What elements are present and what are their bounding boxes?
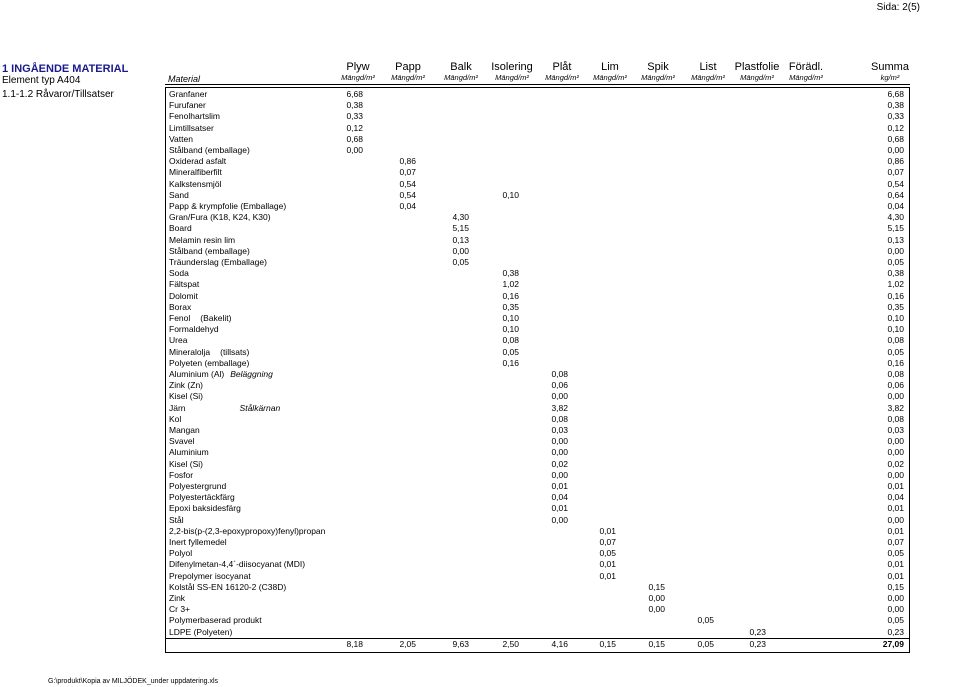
table-row	[166, 291, 909, 302]
material-note: (Bakelit)	[200, 313, 232, 323]
cell-value: 0,54	[399, 178, 416, 189]
material-name: Fosfor	[169, 469, 194, 480]
table-row	[166, 257, 909, 268]
document-title: 1 INGÅENDE MATERIAL	[2, 63, 129, 75]
table-row	[166, 156, 909, 167]
column-unit: Mängd/m²	[545, 73, 579, 82]
table-row	[166, 358, 909, 369]
material-name: Inert fyllemedel	[169, 537, 227, 547]
material-name: Formaldehyd	[169, 324, 219, 335]
row-sum: 0,01	[887, 570, 904, 581]
row-sum: 0,23	[887, 626, 904, 637]
column-unit: Mängd/m²	[691, 73, 725, 82]
table-row	[166, 604, 909, 615]
column-unit: Mängd/m²	[740, 73, 774, 82]
material-name: Fenol (Bakelit)	[169, 313, 232, 323]
column-header: Plyw	[346, 61, 370, 73]
column-unit: Mängd/m²	[641, 73, 675, 82]
cell-value: 0,16	[502, 357, 519, 368]
material-name: Cr 3+	[169, 604, 191, 615]
table-row	[166, 627, 909, 638]
material-name: Vatten	[169, 133, 193, 144]
cell-value: 0,12	[346, 122, 363, 133]
cell-value: 0,38	[346, 100, 363, 111]
row-sum: 0,05	[887, 615, 904, 626]
cell-value: 0,00	[551, 514, 568, 525]
material-name: Svavel	[169, 436, 195, 447]
row-sum: 0,02	[887, 458, 904, 469]
table-row	[166, 593, 909, 604]
material-name: Board	[169, 223, 192, 234]
material-name: Kisel (Si)	[169, 458, 204, 469]
table-row	[166, 414, 909, 425]
table-row	[166, 167, 909, 178]
column-header: Isolering	[491, 61, 533, 73]
material-name: Prepolymer isocyanat	[169, 570, 251, 581]
row-sum: 5,15	[887, 223, 904, 234]
cell-value: 5,15	[452, 223, 469, 234]
material-name: Zink	[169, 593, 186, 603]
cell-value: 2,05	[399, 638, 416, 649]
cell-value: 0,38	[502, 268, 519, 279]
material-name: Aluminium (Al) Beläggning	[169, 369, 273, 379]
material-name: 2,2-bis(p-(2,3-epoxypropoxy)fenyl)propan	[169, 525, 326, 536]
table-row	[166, 313, 909, 324]
material-name: Kolstål SS-EN 16120-2 (C38D)	[169, 581, 287, 592]
material-name: Limtillsatser	[169, 122, 214, 133]
row-sum: 0,00	[887, 145, 904, 155]
row-sum: 0,38	[887, 100, 904, 111]
table-row	[166, 212, 909, 223]
row-sum: 0,05	[887, 548, 904, 559]
totals-divider	[165, 638, 910, 639]
cell-value: 0,16	[502, 290, 519, 301]
cell-value: 2,50	[502, 638, 519, 649]
table-row	[166, 89, 909, 100]
row-sum: 0,68	[887, 133, 904, 144]
cell-value: 9,63	[452, 638, 469, 649]
grand-total: 27,09	[882, 638, 904, 649]
table-row	[166, 425, 909, 436]
table-row	[166, 548, 909, 559]
cell-value: 0,07	[599, 537, 616, 547]
row-sum: 0,00	[887, 436, 904, 447]
row-sum: 0,08	[887, 413, 904, 424]
column-header: Förädl.	[788, 61, 824, 73]
cell-value: 0,04	[551, 492, 568, 503]
material-column-header: Material	[168, 74, 201, 84]
material-name: Kisel (Si)	[169, 391, 204, 402]
material-name: Gran/Fura (K18, K24, K30)	[169, 212, 271, 223]
cell-value: 0,68	[346, 133, 363, 144]
cell-value: 0,15	[599, 638, 616, 649]
table-row	[166, 179, 909, 190]
material-name: Polymerbaserad produkt	[169, 615, 262, 626]
element-type: Element typ A404	[2, 75, 81, 86]
cell-value: 0,01	[551, 481, 568, 491]
material-name: Soda	[169, 268, 189, 279]
column-unit: kg/m²	[880, 73, 900, 82]
cell-value: 1,02	[502, 279, 519, 290]
cell-value: 8,18	[346, 638, 363, 649]
cell-value: 0,01	[599, 525, 616, 536]
cell-value: 0,23	[749, 626, 766, 637]
cell-value: 0,02	[551, 458, 568, 469]
material-name: Difenylmetan-4,4´-diisocyanat (MDI)	[169, 559, 306, 570]
cell-value: 0,07	[399, 167, 416, 178]
table-row	[166, 571, 909, 582]
page-number: Sida: 2(5)	[876, 2, 920, 13]
table-row	[166, 268, 909, 279]
column-unit: Mängd/m²	[789, 73, 823, 82]
table-row	[166, 481, 909, 492]
material-name: Fältspat	[169, 279, 200, 290]
table-row	[166, 335, 909, 346]
row-sum: 0,00	[887, 391, 904, 402]
cell-value: 0,15	[648, 638, 665, 649]
column-headers	[0, 61, 960, 73]
file-path-footer: G:\produkt\Kopia av MILJÖDEK_under uppdatering.xls	[48, 678, 219, 685]
material-name: Melamin resin lim	[169, 234, 236, 245]
table-row	[166, 515, 909, 526]
cell-value: 0,00	[551, 469, 568, 480]
row-sum: 0,00	[887, 604, 904, 615]
row-sum: 1,02	[887, 279, 904, 290]
material-name: Dolomit	[169, 290, 198, 301]
material-name: Furufaner	[169, 100, 206, 111]
row-sum: 0,03	[887, 425, 904, 435]
table-row	[166, 201, 909, 212]
table-row	[166, 582, 909, 593]
cell-value: 6,68	[346, 89, 363, 99]
material-name: Stålband (emballage)	[169, 145, 250, 155]
row-sum: 0,07	[887, 537, 904, 547]
cell-value: 4,30	[452, 212, 469, 223]
cell-value: 0,08	[551, 369, 568, 379]
cell-value: 0,01	[599, 570, 616, 581]
row-sum: 0,10	[887, 313, 904, 323]
cell-value: 0,08	[551, 413, 568, 424]
cell-value: 0,06	[551, 380, 568, 391]
table-row	[166, 615, 909, 626]
material-name: Mineralfiberfilt	[169, 167, 222, 178]
column-header: Spik	[647, 61, 669, 73]
table-row	[166, 324, 909, 335]
cell-value: 0,86	[399, 156, 416, 167]
material-name: Sand	[169, 189, 189, 200]
table-row	[166, 279, 909, 290]
cell-value: 0,10	[502, 313, 519, 323]
material-name: Järn Stålkärnan	[169, 402, 281, 413]
material-name: Oxiderad asfalt	[169, 156, 227, 167]
row-sum: 0,06	[887, 380, 904, 391]
material-name: Zink (Zn)	[169, 380, 203, 391]
row-sum: 0,08	[887, 335, 904, 346]
column-unit: Mängd/m²	[341, 73, 375, 82]
row-sum: 0,64	[887, 189, 904, 200]
row-sum: 0,38	[887, 268, 904, 279]
row-sum: 0,54	[887, 178, 904, 189]
table-row	[166, 526, 909, 537]
cell-value: 0,01	[599, 559, 616, 570]
table-row	[166, 223, 909, 234]
material-name: Polyestertäckfärg	[169, 492, 235, 503]
section-heading: 1.1-1.2 Råvaror/Tillsatser	[2, 89, 114, 100]
row-sum: 0,10	[887, 324, 904, 335]
row-sum: 0,01	[887, 481, 904, 491]
column-unit: Mängd/m²	[593, 73, 627, 82]
material-name: Fenolhartslim	[169, 111, 221, 122]
row-sum: 0,01	[887, 525, 904, 536]
cell-value: 0,04	[399, 201, 416, 211]
table-row	[166, 403, 909, 414]
cell-value: 3,82	[551, 402, 568, 413]
cell-value: 0,05	[697, 615, 714, 626]
cell-value: 0,10	[502, 324, 519, 335]
row-sum: 0,00	[887, 469, 904, 480]
material-name: Aluminium	[169, 447, 209, 458]
material-name: Granfaner	[169, 89, 208, 99]
table-row	[166, 503, 909, 514]
material-name: Mineralolja (tillsats)	[169, 346, 250, 357]
material-name: Borax	[169, 301, 192, 312]
table-row	[166, 190, 909, 201]
table-row	[166, 111, 909, 122]
row-sum: 4,30	[887, 212, 904, 223]
material-name: Stålband (emballage)	[169, 245, 250, 256]
cell-value: 0,54	[399, 189, 416, 200]
table-row	[166, 537, 909, 548]
table-row	[166, 134, 909, 145]
cell-value: 0,03	[551, 425, 568, 435]
column-header: Lim	[601, 61, 619, 73]
cell-value: 0,13	[452, 234, 469, 245]
cell-value: 0,05	[697, 638, 714, 649]
row-sum: 6,68	[887, 89, 904, 99]
row-sum: 0,05	[887, 257, 904, 267]
cell-value: 0,01	[551, 503, 568, 514]
material-note: (tillsats)	[220, 346, 250, 357]
cell-value: 0,05	[502, 346, 519, 357]
table-row	[166, 235, 909, 246]
totals-row	[166, 639, 909, 650]
row-sum: 0,00	[887, 593, 904, 603]
cell-value: 4,16	[551, 638, 568, 649]
table-row	[166, 369, 909, 380]
table-row	[166, 447, 909, 458]
material-name: Mangan	[169, 425, 200, 435]
row-sum: 0,01	[887, 503, 904, 514]
table-row	[166, 380, 909, 391]
row-sum: 0,07	[887, 167, 904, 178]
row-sum: 0,15	[887, 581, 904, 592]
column-unit: Mängd/m²	[495, 73, 529, 82]
row-sum: 0,86	[887, 156, 904, 167]
column-header: List	[699, 61, 717, 73]
row-sum: 0,33	[887, 111, 904, 122]
row-sum: 0,08	[887, 369, 904, 379]
cell-value: 0,00	[551, 436, 568, 447]
cell-value: 0,10	[502, 189, 519, 200]
row-sum: 0,00	[887, 245, 904, 256]
table-row	[166, 347, 909, 358]
cell-value: 0,00	[346, 145, 363, 155]
row-sum: 0,13	[887, 234, 904, 245]
table-row	[166, 123, 909, 134]
table-row	[166, 145, 909, 156]
material-name: Polyeten (emballage)	[169, 357, 250, 368]
cell-value: 0,33	[346, 111, 363, 122]
material-name: Kol	[169, 413, 182, 424]
row-sum: 0,00	[887, 514, 904, 525]
column-header: Plåt	[552, 61, 572, 73]
table-row	[166, 436, 909, 447]
row-sum: 0,00	[887, 447, 904, 458]
column-header: Summa	[871, 61, 909, 73]
table-row	[166, 459, 909, 470]
row-sum: 0,16	[887, 290, 904, 301]
cell-value: 0,15	[648, 581, 665, 592]
material-name: Kalkstensmjöl	[169, 178, 222, 189]
material-name: Urea	[169, 335, 188, 346]
column-header: Papp	[395, 61, 421, 73]
material-table	[165, 87, 910, 653]
row-sum: 0,01	[887, 559, 904, 570]
material-name: LDPE (Polyeten)	[169, 626, 233, 637]
material-name: Epoxi baksidesfärg	[169, 503, 241, 514]
material-note: Stålkärnan	[239, 402, 281, 413]
material-note: Beläggning	[230, 369, 273, 379]
table-row	[166, 100, 909, 111]
column-header: Plastfolie	[734, 61, 780, 73]
column-unit: Mängd/m²	[391, 73, 425, 82]
row-sum: 0,04	[887, 492, 904, 503]
column-header: Balk	[450, 61, 472, 73]
material-name: Polyestergrund	[169, 481, 227, 491]
cell-value: 0,05	[599, 548, 616, 559]
cell-value: 0,23	[749, 638, 766, 649]
table-row	[166, 492, 909, 503]
material-name: Träunderslag (Emballage)	[169, 257, 267, 267]
table-row	[166, 246, 909, 257]
table-row	[166, 302, 909, 313]
material-name: Polyol	[169, 548, 193, 559]
header-divider	[165, 84, 910, 85]
table-row	[166, 559, 909, 570]
cell-value: 0,08	[502, 335, 519, 346]
material-name: Papp & krympfolie (Emballage)	[169, 201, 287, 211]
column-unit: Mängd/m²	[444, 73, 478, 82]
cell-value: 0,00	[452, 245, 469, 256]
table-row	[166, 391, 909, 402]
cell-value: 0,00	[648, 593, 665, 603]
row-sum: 0,16	[887, 357, 904, 368]
row-sum: 0,05	[887, 346, 904, 357]
row-sum: 0,04	[887, 201, 904, 211]
cell-value: 0,05	[452, 257, 469, 267]
cell-value: 0,00	[648, 604, 665, 615]
cell-value: 0,00	[551, 447, 568, 458]
row-sum: 0,12	[887, 122, 904, 133]
cell-value: 0,35	[502, 301, 519, 312]
cell-value: 0,00	[551, 391, 568, 402]
row-sum: 0,35	[887, 301, 904, 312]
material-name: Stål	[169, 514, 184, 525]
table-row	[166, 470, 909, 481]
row-sum: 3,82	[887, 402, 904, 413]
